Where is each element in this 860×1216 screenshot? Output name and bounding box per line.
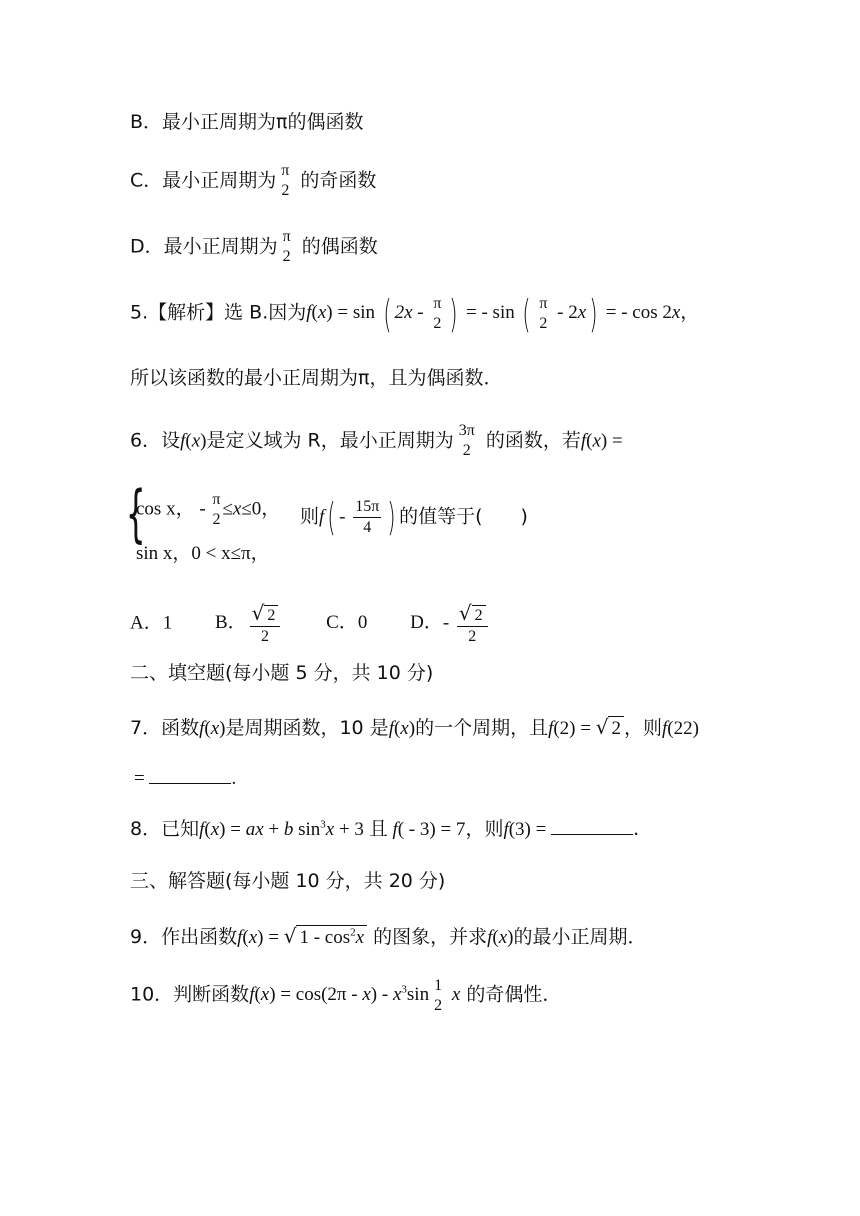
section2-title: 二、填空题(每小题 5 分，共 10 分): [130, 662, 434, 684]
q5-conclusion: 所以该函数的最小正周期为π，且为偶函数．: [130, 367, 503, 389]
piecewise-case1: cos x， - π 2 ≤x≤0，: [136, 491, 281, 528]
q9-question: 9．作出函数f(x) = √ $1 - \cos^2x$ 的图象，并求f(x)的最小正周期．: [130, 924, 647, 948]
q8-text-c: ，则: [465, 818, 504, 840]
fraction-neg-sqrt2-over-2: $\frac{√ 2}{2}$: [457, 603, 488, 645]
option-b-q4: [130, 113, 363, 132]
q10-question: 10．判断函数$f(x) = \cos(2\pi - x) - x^3\sin$ 1 2 x 的奇偶性．: [130, 977, 562, 1014]
q7-answer-blank[interactable]: [149, 769, 231, 784]
q6-option-b: B．: [214, 612, 247, 634]
option-d-prefix: D．最小正周期为: [130, 235, 278, 258]
q6-f: f: [319, 506, 325, 528]
case2-expr: sin x，0 < x≤π，: [136, 543, 270, 564]
q7-text-c: 的一个周期，且: [415, 717, 549, 739]
fraction-pi-over-2: π 2: [282, 228, 291, 265]
q8-answer-blank[interactable]: [551, 820, 633, 835]
fraction-pi-over-2: π 2: [281, 162, 290, 199]
q6-value-text: 的值等于( ): [399, 505, 528, 528]
option-c-q4: [130, 163, 376, 199]
q9-text-a: 9．作出函数: [130, 926, 238, 948]
q7-text-a: 7．函数: [130, 717, 200, 739]
q8-text-b: 且: [368, 818, 388, 840]
q9-text-c: 的最小正周期．: [513, 926, 647, 948]
q5-solution-line2: [130, 369, 502, 388]
option-d-suffix: 的偶函数: [301, 235, 378, 258]
q5-label: 5.【解析】选 B.因为: [130, 301, 307, 324]
option-b-text: B．最小正周期为π的偶函数: [130, 111, 364, 133]
q6-then: 则: [300, 505, 320, 528]
q5-solution-line1: [130, 292, 700, 336]
option-c-prefix: C．最小正周期为: [130, 169, 277, 192]
q8-question: 8．已知f(x) = ax + b $\sin^3x + 3$ 且 f( - 3) = 7，则f(3) = .: [130, 818, 640, 840]
q6-fx-arg: (x): [185, 430, 207, 452]
fraction-3pi-over-2: 3π 2: [458, 422, 475, 459]
q8-text-a: 8．已知: [130, 818, 200, 840]
section-fill-in: [130, 664, 433, 683]
q7-text-b: 是周期函数，10 是: [225, 717, 389, 739]
q7-text-d: ，则: [623, 717, 662, 739]
case1-expr: cos x，: [136, 498, 195, 520]
q6-option-a: A．1: [130, 612, 173, 634]
fraction-15pi-over-4: $\frac{15\pi}{4}$: [355, 497, 380, 536]
q6-text-c: 的函数，若: [485, 429, 581, 452]
piecewise-case2: [136, 544, 270, 563]
q6-option-c: C．0: [326, 612, 368, 634]
q6-text-a: 6．设: [130, 429, 181, 452]
q6-question-line1: [130, 423, 623, 459]
option-c-suffix: 的奇函数: [300, 169, 377, 192]
q5-formula: f(x) = sin ( 2x - π 2 ) = - sin ( π 2 - 2x) = - cos 2x，: [306, 292, 700, 336]
q10-text-a: 10．判断函数: [130, 983, 250, 1006]
section3-title: 三、解答题(每小题 10 分，共 20 分): [130, 870, 446, 892]
q6-fx-equals: f(x) =: [580, 430, 623, 452]
q6-options: A．1 B． $\frac{√ 2}{2}$ C．0 D．- $\frac{√ 2}{2}$: [130, 603, 491, 645]
q9-text-b: 的图象，并求: [373, 926, 488, 948]
q7-question: 7．函数f(x)是周期函数，10 是f(x)的一个周期，且f(2) = √ 2 ，则f(22): [130, 715, 699, 739]
section-solve: [130, 872, 445, 891]
piecewise-brace: {: [125, 477, 146, 550]
option-d-q4: [130, 229, 378, 265]
q7-equals: =: [134, 768, 145, 789]
fraction-pi-over-2: π 2: [212, 491, 221, 528]
q6-fx: f: [180, 430, 186, 452]
q6-value-line: 则f( - $\frac{15\pi}{4}$ ) 的值等于( ): [300, 495, 528, 539]
q6-text-b: 是定义域为 R，最小正周期为: [206, 429, 454, 452]
q10-text-b: 的奇偶性．: [466, 983, 562, 1006]
q6-option-d: D．: [410, 612, 443, 634]
q7-answer-line: = .: [134, 768, 237, 789]
fraction-sqrt2-over-2: $\frac{√ 2}{2}$: [250, 603, 281, 645]
